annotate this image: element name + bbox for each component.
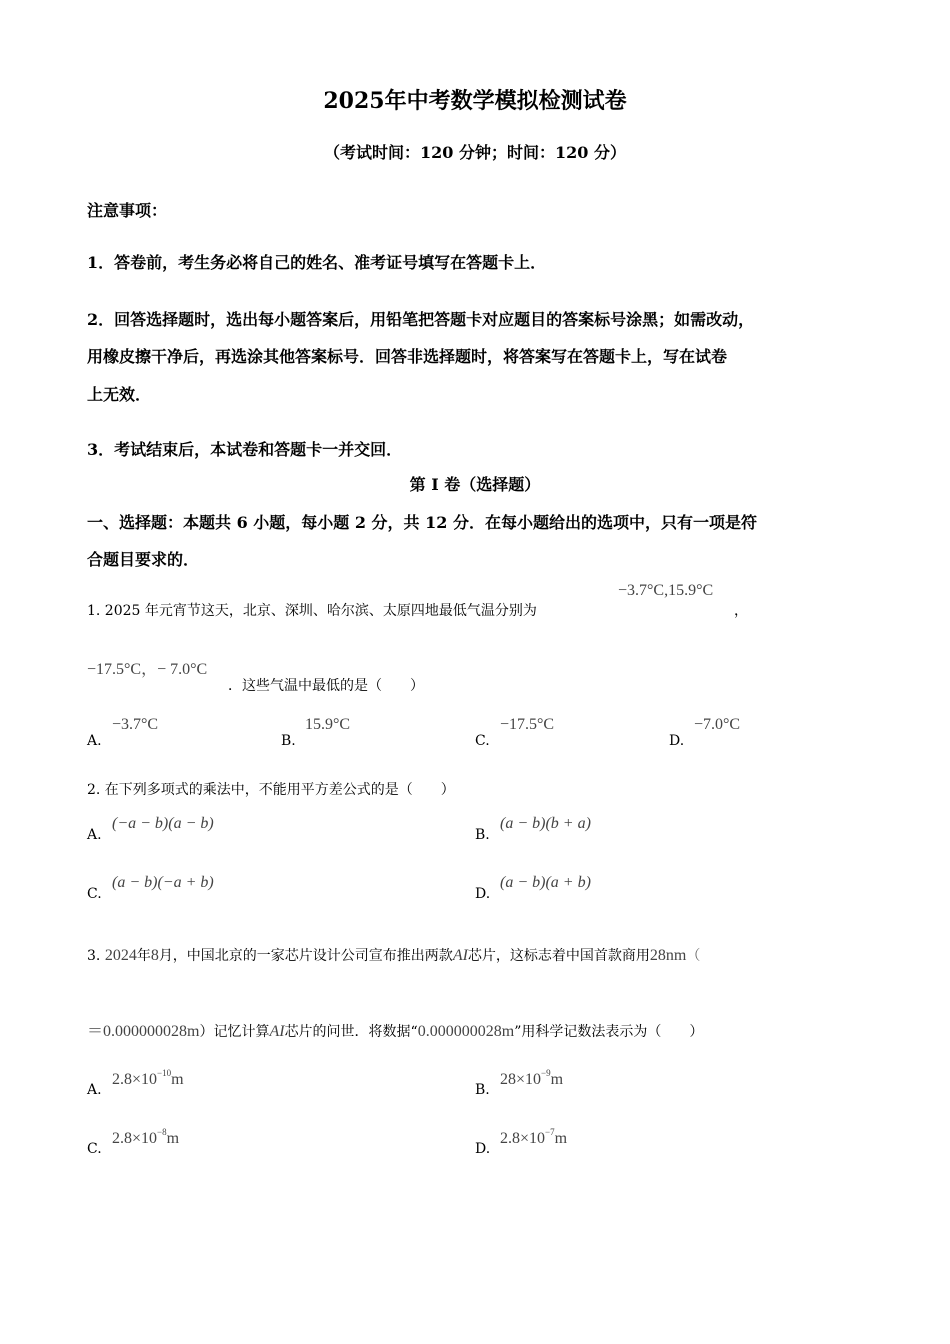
exam-time-info: （考试时间：120 分钟；时间：120 分）: [324, 143, 626, 162]
q3-option-d-exp: −7: [545, 1127, 555, 1137]
q3-paren-open: （: [686, 948, 701, 964]
q3-option-d-value: [500, 1127, 567, 1148]
q1-option-a-label[interactable]: A.: [87, 733, 102, 749]
volume-title: 第 I 卷（选择题）: [409, 475, 541, 494]
section-instruction-line-1: 一、选择题：本题共 6 小题，每小题 2 分，共 12 分．在每小题给出的选项中，只有一项是符: [87, 513, 757, 532]
q3-option-b-exp: −9: [541, 1068, 551, 1078]
q3-option-c-label[interactable]: C.: [87, 1141, 102, 1157]
q3-ai-1: AI: [452, 947, 468, 964]
q3-text-1: 月，中国北京的一家芯片设计公司宣布推出两款: [158, 948, 453, 964]
q3-number: 3.: [87, 948, 101, 964]
q1-option-b-label[interactable]: B.: [281, 733, 296, 749]
q2-option-c-label[interactable]: C.: [87, 886, 102, 902]
q3-option-d-label[interactable]: D.: [475, 1141, 491, 1157]
note-item-2-line-2: 用橡皮擦干净后，再选涂其他答案标号．回答非选择题时，将答案写在答题卡上，写在试卷: [87, 347, 728, 366]
q2-option-c-value: (a − b)(−a + b): [112, 874, 214, 891]
q1-option-c-value: −17.5°C: [500, 716, 555, 733]
q3-text-3: ）记忆计算: [199, 1024, 270, 1040]
q3-option-a-base: 2.8×10: [112, 1071, 158, 1088]
q3-year: 2024: [104, 947, 137, 964]
note-item-2-line-1: 2．回答选择题时，选出每小题答案后，用铅笔把答题卡对应题目的答案标号涂黑；如需改动，: [87, 310, 755, 329]
q3-option-b-value: [500, 1068, 563, 1089]
q3-text-2: 芯片，这标志着中国首款商用: [467, 948, 650, 964]
q2-option-b-label[interactable]: B.: [475, 827, 490, 843]
q1-option-d-label[interactable]: D.: [669, 733, 685, 749]
q1-option-a-value: −3.7°C: [112, 716, 159, 733]
notes-heading: 注意事项：: [87, 201, 168, 220]
q1-math-temps-1: −3.7°C,15.9°C: [618, 582, 714, 599]
q1-math-temps-2: −17.5°C，− 7.0°C: [87, 661, 208, 678]
q1-option-b-value: 15.9°C: [305, 716, 351, 733]
q3-option-c-value: [112, 1127, 179, 1148]
q3-option-b-label[interactable]: B.: [475, 1082, 490, 1098]
note-item-2-line-3: 上无效．: [87, 385, 152, 404]
q3-month: 8: [150, 947, 159, 964]
q3-nian: 年: [136, 948, 151, 964]
q3-ai-2: AI: [269, 1023, 285, 1040]
q3-option-c-unit: m: [166, 1130, 180, 1147]
q3-text-5: ”用科学记数法表示为（ ）: [514, 1024, 704, 1040]
q3-option-c-base: 2.8×10: [112, 1130, 158, 1147]
q3-option-c-exp: −8: [157, 1127, 167, 1137]
q3-eq-value: ＝0.000000028m: [87, 1023, 200, 1040]
q2-option-d-label[interactable]: D.: [475, 886, 491, 902]
q3-option-d-base: 2.8×10: [500, 1130, 546, 1147]
q3-option-a-value: [112, 1068, 184, 1089]
q1-stem-line-2: ．这些气温中最低的是（ ）: [228, 678, 424, 694]
q3-option-a-unit: m: [171, 1071, 184, 1088]
q3-stem-line-2: [87, 1018, 703, 1041]
q3-text-4: 芯片的问世．将数据“: [284, 1024, 418, 1040]
q2-option-b-value: (a − b)(b + a): [500, 815, 591, 832]
note-item-3: 3．考试结束后，本试卷和答题卡一并交回．: [87, 440, 403, 459]
q3-option-a-label[interactable]: A.: [87, 1082, 102, 1098]
q3-option-d-unit: m: [554, 1130, 568, 1147]
section-instruction-line-2: 合题目要求的．: [87, 550, 200, 569]
q1-comma: ，: [734, 603, 748, 619]
page-title: 2025年中考数学模拟检测试卷: [323, 88, 627, 114]
q3-option-b-unit: m: [550, 1071, 564, 1088]
q3-option-a-exp: −10: [157, 1068, 172, 1078]
q3-data-value: 0.000000028m: [417, 1023, 515, 1040]
q3-option-b-base: 28×10: [500, 1071, 542, 1088]
q3-stem-line-1: [87, 945, 700, 965]
q1-stem-line-1: 1. 2025 年元宵节这天，北京、深圳、哈尔滨、太原四地最低气温分别为: [87, 603, 537, 619]
q1-option-d-value: −7.0°C: [694, 716, 741, 733]
q2-stem: 2. 在下列多项式的乘法中，不能用平方差公式的是（ ）: [87, 782, 455, 798]
q3-nm: 28nm: [649, 947, 687, 964]
q2-option-a-label[interactable]: A.: [87, 827, 102, 843]
q2-option-d-value: (a − b)(a + b): [500, 874, 591, 891]
note-item-1: 1．答卷前，考生务必将自己的姓名、准考证号填写在答题卡上．: [87, 253, 547, 272]
q2-option-a-value: (−a − b)(a − b): [112, 815, 214, 832]
q1-option-c-label[interactable]: C.: [475, 733, 490, 749]
